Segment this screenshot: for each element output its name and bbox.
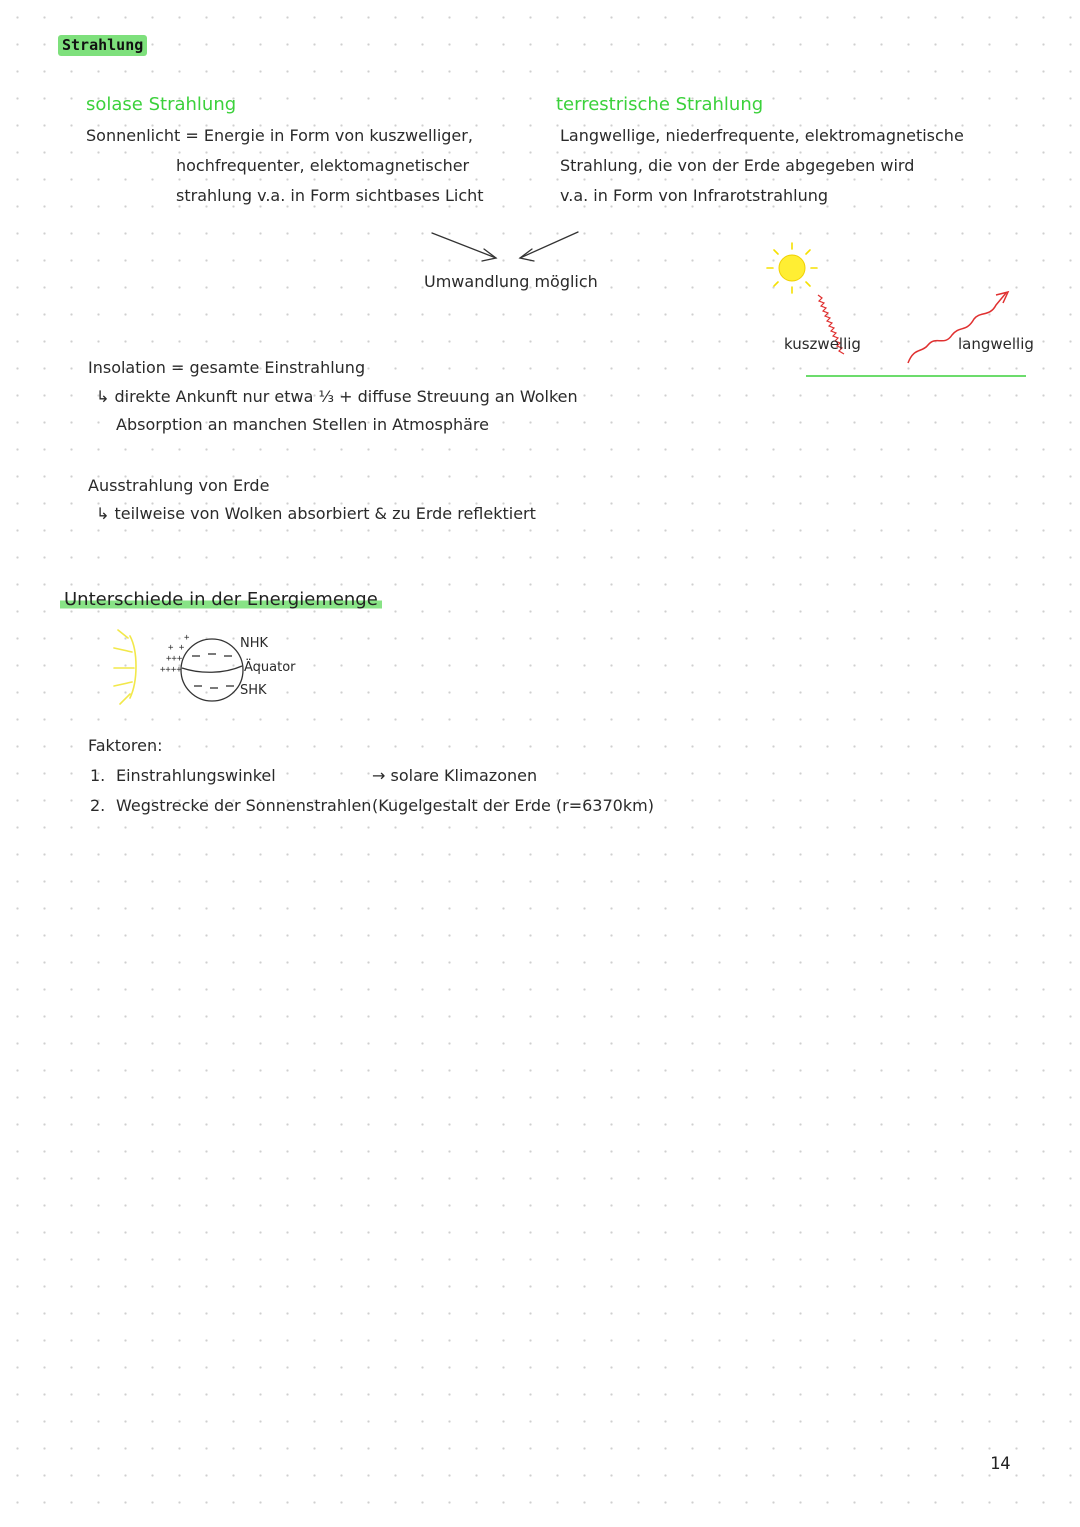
svg-text:+++: +++	[166, 654, 183, 664]
sun-rays-icon	[114, 630, 136, 704]
solar-line-2: hochfrequenter, elektomagnetischer	[176, 156, 470, 175]
page-number: 14	[990, 1454, 1011, 1474]
factor-2-number: 2.	[90, 796, 106, 815]
factor-1-text: Einstrahlungswinkel	[116, 766, 276, 785]
globe-icon	[181, 639, 243, 701]
factor-1-note: → solare Klimazonen	[372, 766, 538, 785]
sun-icon	[767, 243, 817, 293]
label-shk: SHK	[240, 683, 267, 698]
svg-text:+ +: + +	[168, 643, 185, 653]
terrestrial-line-3: v.a. in Form von Infrarotstrahlung	[560, 186, 829, 205]
section-heading-energy: Unterschiede in der Energiemenge	[60, 589, 382, 610]
factor-2-note: (Kugelgestalt der Erde (r=6370km)	[372, 796, 654, 815]
insolation-line-1: Insolation = gesamte Einstrahlung	[88, 358, 366, 377]
ausstrahlung-line-1: Ausstrahlung von Erde	[88, 476, 270, 495]
ausstrahlung-line-2: ↳ teilweise von Wolken absorbiert & zu Erde reflektiert	[96, 504, 536, 523]
radiation-diagram	[760, 235, 1040, 385]
terrestrial-heading: terrestrische Strahlung	[556, 94, 764, 115]
factors-label: Faktoren:	[88, 736, 163, 755]
label-nhk: NHK	[240, 636, 269, 651]
shortwave-label: kuszwellig	[784, 335, 861, 353]
svg-text:++++: ++++	[160, 665, 182, 675]
insolation-line-2: ↳ direkte Ankunft nur etwa ⅓ + diffuse Streuung an Wolken	[96, 387, 578, 406]
page-title: Strahlung	[58, 35, 147, 56]
conversion-label: Umwandlung möglich	[424, 272, 598, 291]
solar-heading: solase Strahlung	[86, 94, 237, 115]
longwave-label: langwellig	[958, 335, 1034, 353]
solar-line-3: strahlung v.a. in Form sichtbases Licht	[176, 186, 484, 205]
globe-diagram	[110, 626, 340, 716]
label-aequator: Äquator	[244, 660, 296, 675]
terrestrial-line-1: Langwellige, niederfrequente, elektromagnetische	[560, 126, 964, 145]
solar-line-1: Sonnenlicht = Energie in Form von kuszwelliger,	[86, 126, 473, 145]
insolation-line-3: Absorption an manchen Stellen in Atmosphäre	[116, 415, 489, 434]
terrestrial-line-2: Strahlung, die von der Erde abgegeben wird	[560, 156, 915, 175]
factor-1-number: 1.	[90, 766, 106, 785]
factor-2-text: Wegstrecke der Sonnenstrahlen	[116, 796, 372, 815]
svg-text:+: +	[184, 633, 190, 643]
